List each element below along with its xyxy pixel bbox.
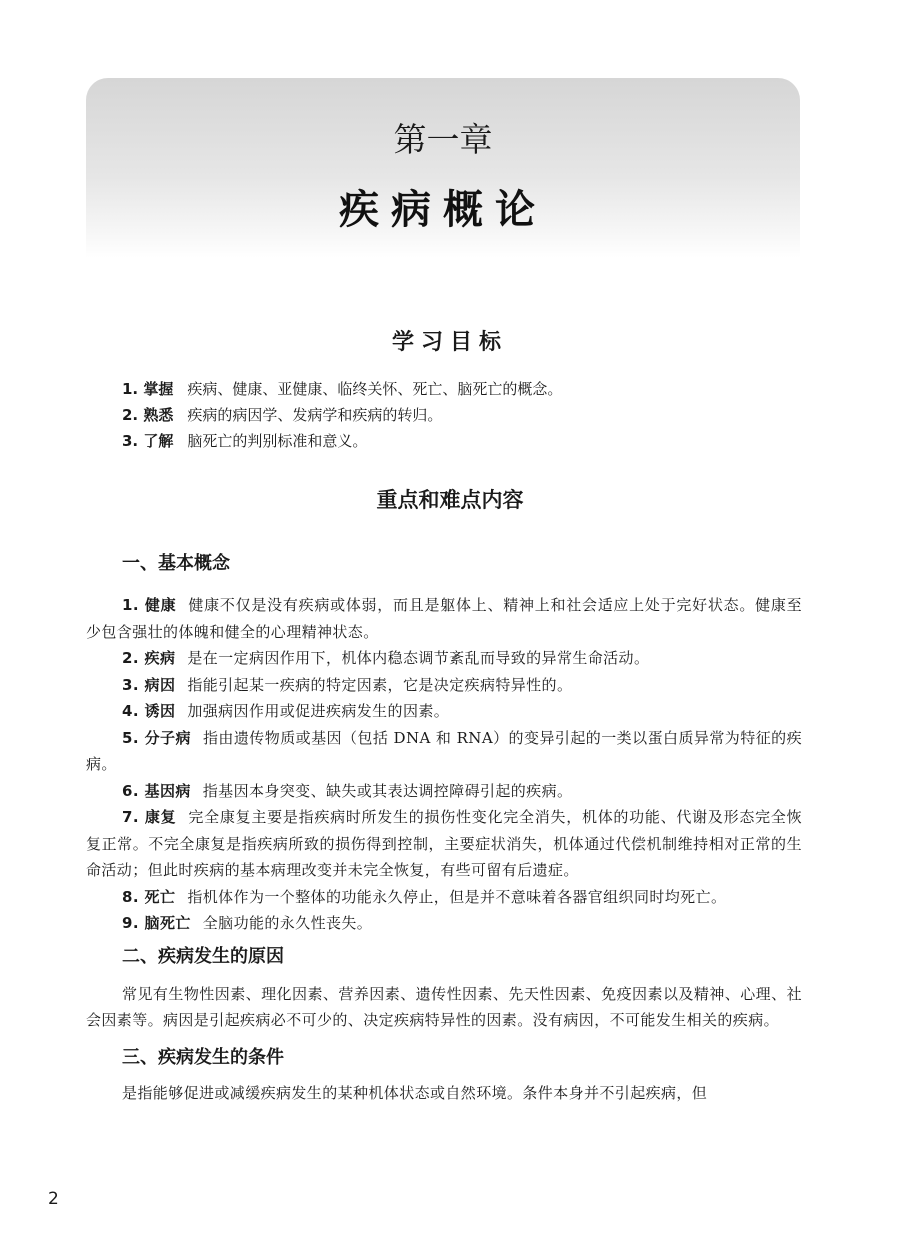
section-paragraph: 是指能够促进或减缓疾病发生的某种机体状态或自然环境。条件本身并不引起疾病，但 [122,1083,708,1102]
section-title-causes: 二、疾病发生的原因 [122,945,284,967]
section-title-basic-concepts: 一、基本概念 [122,553,230,574]
definition-term: 6. 基因病 [122,781,191,800]
objective-text: 疾病、健康、亚健康、临终关怀、死亡、脑死亡的概念。 [187,380,563,398]
definition-text: 是在一定病因作用下，机体内稳态调节紊乱而导致的异常生命活动。 [187,649,650,667]
objective-label: 1. 掌握 [122,380,174,398]
objective-item [122,402,802,428]
page-number: 2 [48,1189,59,1209]
definition-item [86,884,802,911]
section-paragraph: 常见有生物性因素、理化因素、营养因素、遗传性因素、先天性因素、免疫因素以及精神、心理、社会因素等。病因是引起疾病必不可少的、决定疾病特异性的因素。没有病因，不可能发生相关的疾病。 [86,984,802,1029]
definition-term: 5. 分子病 [122,728,191,747]
chapter-number: 第一章 [393,120,493,159]
definition-text: 加强病因作用或促进疾病发生的因素。 [187,702,450,720]
objective-item [122,376,802,402]
definition-item [86,592,802,645]
definition-text: 完全康复主要是指疾病时所发生的损伤性变化完全消失，机体的功能、代谢及形态完全恢复正常。不完全康复是指疾病所致的损伤得到控制，主要症状消失，机体通过代偿机制维持相对正常的生命活动；但此时疾病的基本病理改变并未完全恢复，有些可留有后遗症。 [86,808,802,879]
definition-item [86,725,802,778]
definition-item [86,778,802,805]
chapter-banner [86,78,800,258]
objectives-list [122,376,802,454]
chapter-title: 疾病概论 [339,187,547,233]
definition-item [86,910,802,937]
main-content [86,550,802,1106]
objective-item [122,428,802,454]
definition-term: 7. 康复 [122,808,177,826]
definition-text: 健康不仅是没有疾病或体弱，而且是躯体上、精神上和社会适应上处于完好状态。健康至少包含强壮的体魄和健全的心理精神状态。 [86,596,802,641]
section-title-conditions: 三、疾病发生的条件 [122,1046,284,1068]
definition-text: 指机体作为一个整体的功能永久停止，但是并不意味着各器官组织同时均死亡。 [187,887,727,906]
definition-term: 3. 病因 [122,675,176,694]
objectives-heading: 学习目标 [391,330,508,355]
keypoints-heading: 重点和难点内容 [376,488,524,512]
definition-term: 1. 健康 [122,596,177,614]
objective-text: 脑死亡的判别标准和意义。 [187,432,368,450]
objective-label: 3. 了解 [122,432,174,450]
objective-text: 疾病的病因学、发病学和疾病的转归。 [187,406,443,424]
definition-text: 指基因本身突变、缺失或其表达调控障碍引起的疾病。 [202,781,573,800]
definition-text: 指能引起某一疾病的特定因素，它是决定疾病特异性的。 [187,675,573,694]
definition-item [86,645,802,672]
definition-term: 8. 死亡 [122,887,176,906]
definition-term: 9. 脑死亡 [122,914,191,932]
definition-term: 4. 诱因 [122,702,176,720]
objective-label: 2. 熟悉 [122,406,174,424]
definition-item [86,672,802,699]
definition-text: 全脑功能的永久性丧失。 [202,914,373,932]
definition-item [86,698,802,725]
definition-text: 指由遗传物质或基因（包括 DNA 和 RNA）的变异引起的一类以蛋白质异常为特征的疾病。 [86,728,802,773]
definition-term: 2. 疾病 [122,649,176,667]
definition-item [86,804,802,884]
